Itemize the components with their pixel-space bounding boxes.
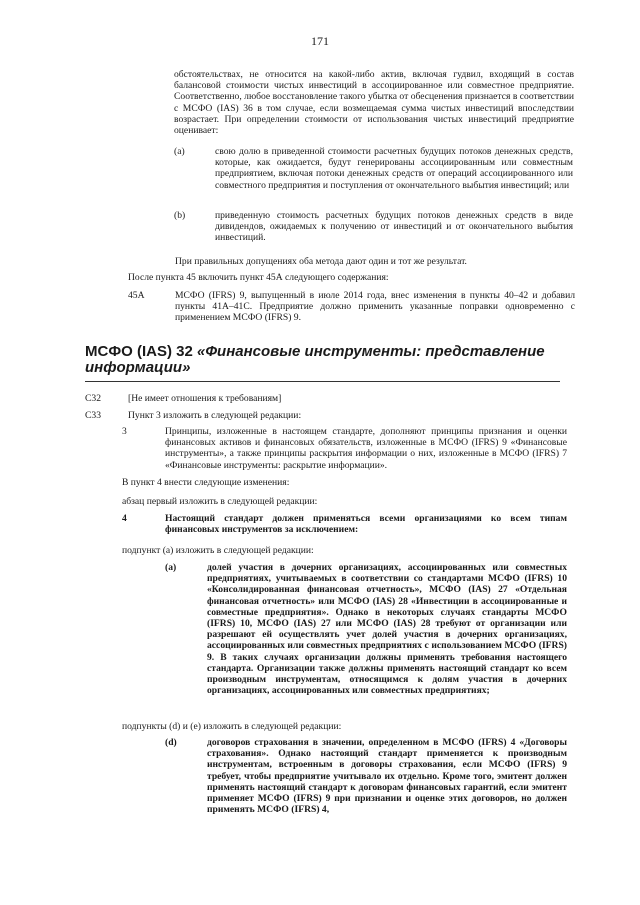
instruction-after-45: После пункта 45 включить пункт 45А следующего содержания: [128, 272, 389, 283]
page-number: 171 [311, 34, 329, 48]
subparagraph-a-text: долей участия в дочерних организациях, ассоциированных или совместных предприятиях, учитываемых в соответствии со стандартами МСФО (IFRS) 10 «Консолидированная финансовая отчетность», МСФО (IAS) 27 «Отдельная финансовая отчетность» или МСФО (IAS) 28 «Инвестиции в ассоциированные и совместные предприятия». Однако в некоторых случаях стандарты МСФО (IFRS) 10, МСФО (IAS) 27 или МСФО (IAS) 28 требуют от организации или разрешают ей осуществлять учет долей участия в дочерних организациях, ассоциированных или совместных предприятиях с использованием МСФО (IFRS) 9. В таких случаях организации должны применять требования настоящего стандарта. Организации также должны применять настоящий стандарт ко всем производным инструментам, относящимся к долям участия в дочерних организациях, ассоциированных или совместных предприятиях; [207, 562, 567, 697]
paragraph-4-intro: В пункт 4 внести следующие изменения: [122, 477, 290, 488]
paragraph-45a-label: 45А [128, 290, 145, 301]
item-b-text: приведенную стоимость расчетных будущих потоков денежных средств в виде дивидендов, ожидаемых к получению от инвестиций и от окончательного выбытия инвестиций. [215, 210, 573, 244]
item-b-label: (b) [174, 210, 186, 221]
continuation-paragraph: обстоятельствах, не относится на какой-либо актив, включая гудвил, входящий в состав балансовой стоимости чистых инвестиций в ассоциированное или совместное предприятие. Соответственно, любое восстановление такого убытка от обесценения признается в соответствии с МСФО (IAS) 36 в том случае, если возмещаемая сумма чистых инвестиций впоследствии возрастает. При определении стоимости от использования чистых инвестиций предприятие оценивает: [174, 69, 574, 137]
heading-underline [85, 381, 560, 382]
paragraph-4-text: Настоящий стандарт должен применяться всеми организациями ко всем типам финансовых инструментов за исключением: [165, 513, 567, 536]
subparagraph-a-label: (а) [165, 562, 177, 573]
section-heading [85, 344, 555, 376]
c33-label: С33 [85, 410, 101, 421]
item-a-text: свою долю в приведенной стоимости расчетных будущих потоков денежных средств, которые, как ожидается, будут генерированы ассоциированным или совместным предприятием, включая потоки денежных средств от операций ассоциированного или совместного предприятия и поступления от окончательного выбытия инвестиций; или [215, 146, 573, 191]
subparagraphs-d-e-intro: подпункты (d) и (е) изложить в следующей редакции: [122, 721, 342, 732]
section-code: МСФО (IAS) 32 [85, 343, 193, 360]
result-sentence: При правильных допущениях оба метода дают один и тот же результат. [175, 256, 467, 267]
c33-text: Пункт 3 изложить в следующей редакции: [128, 410, 302, 421]
subparagraph-d-label: (d) [165, 737, 177, 748]
c32-text: [Не имеет отношения к требованиям] [128, 393, 282, 404]
item-a-label: (а) [174, 146, 185, 157]
paragraph-4-label: 4 [122, 513, 127, 524]
subparagraph-d-text: договоров страхования в значении, определенном в МСФО (IFRS) 4 «Договоры страхования». Однако настоящий стандарт применяется к производным инструментам, встроенным в договоры страхования, если МСФО (IFRS) 9 требует, чтобы предприятие учитывало их отдельно. Кроме того, эмитент должен применять настоящий стандарт к договорам финансовых гарантий, если эмитент применяет МСФО (IFRS) 9 при признании и оценке этих договоров, но должен применять МСФО (IFRS) 4, [207, 737, 567, 816]
paragraph-3-label: 3 [122, 426, 127, 437]
section-title: «Финансовые инструменты: представление информации» [85, 343, 545, 376]
subparagraph-a-intro: подпункт (а) изложить в следующей редакции: [122, 545, 314, 556]
paragraph-3-text: Принципы, изложенные в настоящем стандарте, дополняют принципы признания и оценки финансовых активов и финансовых обязательств, изложенные в МСФО (IFRS) 9 «Финансовые инструменты», а также принципы раскрытия информации о них, изложенные в МСФО (IFRS) 7 «Финансовые инструменты: раскрытие информации». [165, 426, 567, 471]
paragraph-45a-text: МСФО (IFRS) 9, выпущенный в июле 2014 года, внес изменения в пункты 40–42 и добавил пункты 41А–41С. Предприятие должно применить указанные поправки одновременно с применением МСФО (IFRS) 9. [175, 290, 575, 324]
paragraph-4-subintro: абзац первый изложить в следующей редакции: [122, 496, 318, 507]
c32-label: С32 [85, 393, 101, 404]
